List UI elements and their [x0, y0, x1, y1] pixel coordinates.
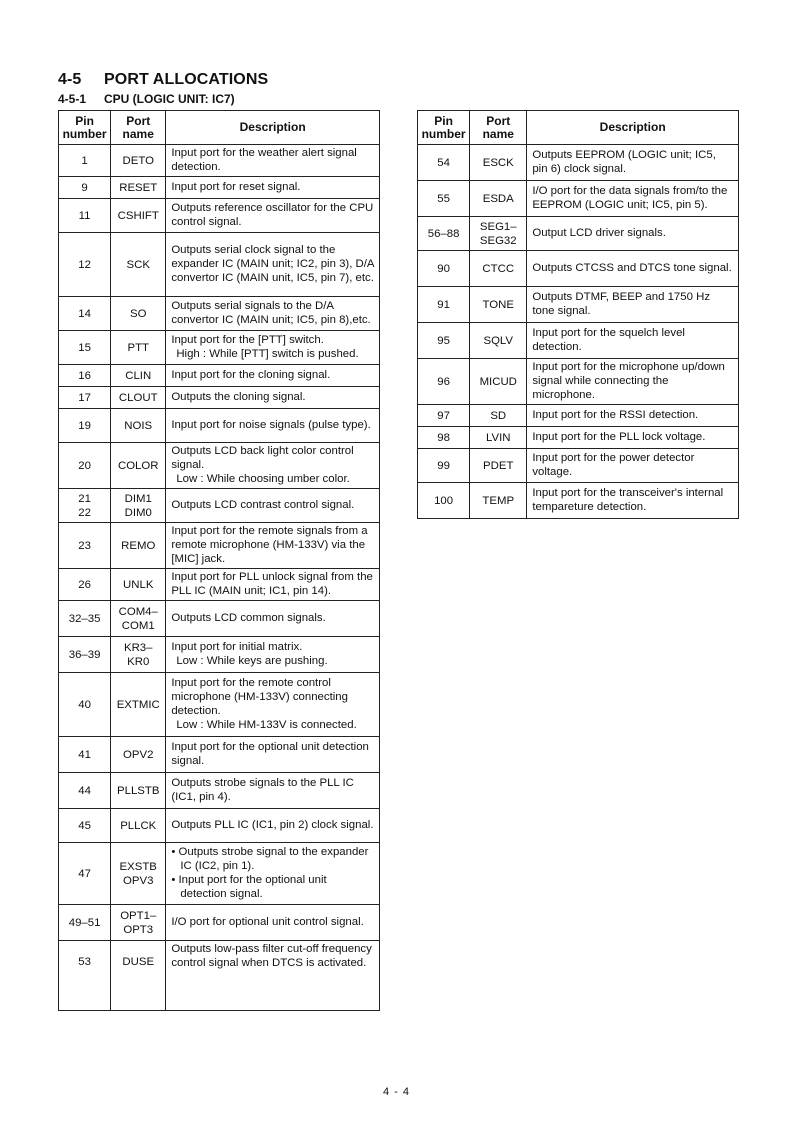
description-cell: Outputs EEPROM (LOGIC unit; IC5, pin 6) clock signal. — [527, 145, 739, 181]
port-name-cell: OPT1– OPT3 — [111, 905, 166, 941]
port-name-cell: COLOR — [111, 443, 166, 489]
subsection-heading — [58, 92, 235, 106]
description-cell: Outputs LCD contrast control signal. — [166, 489, 380, 523]
table-row — [418, 405, 739, 427]
description-cell: Input port for the [PTT] switch. High : While [PTT] switch is pushed. — [166, 331, 380, 365]
description-cell: I/O port for optional unit control signal. — [166, 905, 380, 941]
table-row — [59, 177, 380, 199]
pin-number-cell: 11 — [59, 199, 111, 233]
col-header-description: Description — [166, 111, 380, 145]
table-row — [418, 449, 739, 483]
description-cell: Input port for the weather alert signal detection. — [166, 145, 380, 177]
section-number: 4-5 — [58, 71, 82, 88]
table-row — [59, 409, 380, 443]
pin-number-cell: 45 — [59, 809, 111, 843]
table-row — [418, 323, 739, 359]
port-name-cell: ESDA — [470, 181, 527, 217]
pin-number-cell: 36–39 — [59, 637, 111, 673]
table-row — [418, 217, 739, 251]
table-row — [418, 251, 739, 287]
table-row — [59, 365, 380, 387]
pin-number-cell: 95 — [418, 323, 470, 359]
left-table-body — [59, 145, 380, 1011]
table-row — [59, 297, 380, 331]
pin-number-cell: 9 — [59, 177, 111, 199]
pin-number-cell: 1 — [59, 145, 111, 177]
description-cell: Input port for the microphone up/down signal while connecting the microphone. — [527, 359, 739, 405]
port-name-cell: EXTMIC — [111, 673, 166, 737]
col-header-port: Port name — [111, 111, 166, 145]
pin-number-cell: 21 22 — [59, 489, 111, 523]
col-header-pin: Pin number — [59, 111, 111, 145]
description-cell: Input port for PLL unlock signal from the PLL IC (MAIN unit; IC1, pin 14). — [166, 569, 380, 601]
port-name-cell: CLIN — [111, 365, 166, 387]
pin-number-cell: 100 — [418, 483, 470, 519]
port-name-cell: SD — [470, 405, 527, 427]
description-cell: Outputs LCD common signals. — [166, 601, 380, 637]
pin-number-cell: 16 — [59, 365, 111, 387]
table-row — [59, 523, 380, 569]
table-row — [59, 905, 380, 941]
description-cell: Outputs reference oscillator for the CPU control signal. — [166, 199, 380, 233]
pin-number-cell: 44 — [59, 773, 111, 809]
col-header-port: Port name — [470, 111, 527, 145]
col-header-description: Description — [527, 111, 739, 145]
pin-number-cell: 12 — [59, 233, 111, 297]
table-row — [59, 941, 380, 1011]
port-table-left — [58, 110, 380, 1011]
description-cell: Outputs strobe signals to the PLL IC (IC1, pin 4). — [166, 773, 380, 809]
description-cell: Input port for the transceiver's internal tempareture detection. — [527, 483, 739, 519]
port-name-cell: DETO — [111, 145, 166, 177]
table-row — [59, 843, 380, 905]
pin-number-cell: 19 — [59, 409, 111, 443]
table-row — [59, 673, 380, 737]
pin-number-cell: 97 — [418, 405, 470, 427]
port-name-cell: DUSE — [111, 941, 166, 1011]
description-cell: Input port for the cloning signal. — [166, 365, 380, 387]
table-row — [59, 331, 380, 365]
description-cell: Outputs the cloning signal. — [166, 387, 380, 409]
description-cell: Input port for the RSSI detection. — [527, 405, 739, 427]
port-name-cell: EXSTB OPV3 — [111, 843, 166, 905]
port-name-cell: TONE — [470, 287, 527, 323]
pin-number-cell: 56–88 — [418, 217, 470, 251]
port-name-cell: UNLK — [111, 569, 166, 601]
table-row — [418, 359, 739, 405]
port-name-cell: CLOUT — [111, 387, 166, 409]
description-cell: Outputs low-pass filter cut-off frequency control signal when DTCS is activated. — [166, 941, 380, 1011]
description-cell: I/O port for the data signals from/to the EEPROM (LOGIC unit; IC5, pin 5). — [527, 181, 739, 217]
pin-number-cell: 96 — [418, 359, 470, 405]
table-row — [59, 489, 380, 523]
description-cell: Input port for initial matrix. Low : While keys are pushing. — [166, 637, 380, 673]
port-name-cell: COM4– COM1 — [111, 601, 166, 637]
table-row — [59, 737, 380, 773]
port-name-cell: CSHIFT — [111, 199, 166, 233]
table-row — [59, 809, 380, 843]
subsection-number: 4-5-1 — [58, 92, 87, 106]
description-cell: Input port for the remote control microphone (HM-133V) connecting detection. Low : While HM-133V is connected. — [166, 673, 380, 737]
table-header-row — [59, 111, 380, 145]
pin-number-cell: 15 — [59, 331, 111, 365]
port-table-right — [417, 110, 739, 519]
pin-number-cell: 90 — [418, 251, 470, 287]
table-row — [59, 443, 380, 489]
pin-number-cell: 17 — [59, 387, 111, 409]
table-row — [418, 483, 739, 519]
port-name-cell: SCK — [111, 233, 166, 297]
port-name-cell: SO — [111, 297, 166, 331]
table-row — [418, 145, 739, 181]
table-row — [59, 145, 380, 177]
port-name-cell: REMO — [111, 523, 166, 569]
table-row — [418, 287, 739, 323]
pin-number-cell: 47 — [59, 843, 111, 905]
subsection-title: CPU (LOGIC UNIT: IC7) — [104, 92, 235, 106]
description-cell: • Outputs strobe signal to the expander IC (IC2, pin 1). • Input port for the optional unit detection signal. — [166, 843, 380, 905]
pin-number-cell: 41 — [59, 737, 111, 773]
section-title: PORT ALLOCATIONS — [104, 71, 269, 88]
description-cell: Input port for noise signals (pulse type). — [166, 409, 380, 443]
description-cell: Outputs DTMF, BEEP and 1750 Hz tone signal. — [527, 287, 739, 323]
port-name-cell: SQLV — [470, 323, 527, 359]
pin-number-cell: 99 — [418, 449, 470, 483]
port-name-cell: PDET — [470, 449, 527, 483]
table-row — [418, 181, 739, 217]
description-cell: Input port for the optional unit detection signal. — [166, 737, 380, 773]
port-name-cell: MICUD — [470, 359, 527, 405]
description-cell: Input port for the PLL lock voltage. — [527, 427, 739, 449]
table-row — [59, 233, 380, 297]
pin-number-cell: 53 — [59, 941, 111, 1011]
port-name-cell: RESET — [111, 177, 166, 199]
port-name-cell: CTCC — [470, 251, 527, 287]
pin-number-cell: 49–51 — [59, 905, 111, 941]
description-cell: Input port for the squelch level detection. — [527, 323, 739, 359]
port-name-cell: PTT — [111, 331, 166, 365]
port-name-cell: PLLCK — [111, 809, 166, 843]
right-table-body — [418, 145, 739, 519]
port-name-cell: PLLSTB — [111, 773, 166, 809]
port-name-cell: ESCK — [470, 145, 527, 181]
description-cell: Outputs serial signals to the D/A convertor IC (MAIN unit; IC5, pin 8),etc. — [166, 297, 380, 331]
port-name-cell: LVIN — [470, 427, 527, 449]
port-name-cell: SEG1– SEG32 — [470, 217, 527, 251]
pin-number-cell: 55 — [418, 181, 470, 217]
table-row — [59, 773, 380, 809]
section-heading — [58, 71, 268, 89]
table-header-row — [418, 111, 739, 145]
port-name-cell: TEMP — [470, 483, 527, 519]
description-cell: Input port for the power detector voltage. — [527, 449, 739, 483]
pin-number-cell: 23 — [59, 523, 111, 569]
pin-number-cell: 20 — [59, 443, 111, 489]
port-name-cell: DIM1 DIM0 — [111, 489, 166, 523]
table-row — [59, 387, 380, 409]
description-cell: Outputs LCD back light color control signal. Low : While choosing umber color. — [166, 443, 380, 489]
pin-number-cell: 54 — [418, 145, 470, 181]
pin-number-cell: 91 — [418, 287, 470, 323]
description-cell: Input port for reset signal. — [166, 177, 380, 199]
table-row — [418, 427, 739, 449]
description-cell: Output LCD driver signals. — [527, 217, 739, 251]
col-header-pin: Pin number — [418, 111, 470, 145]
description-cell: Input port for the remote signals from a remote microphone (HM-133V) via the [MIC] jack. — [166, 523, 380, 569]
description-cell: Outputs PLL IC (IC1, pin 2) clock signal. — [166, 809, 380, 843]
description-cell: Outputs serial clock signal to the expander IC (MAIN unit; IC2, pin 3), D/A convertor IC (MAIN unit, IC5, pin 7), etc. — [166, 233, 380, 297]
pin-number-cell: 26 — [59, 569, 111, 601]
table-row — [59, 637, 380, 673]
port-name-cell: NOIS — [111, 409, 166, 443]
pin-number-cell: 98 — [418, 427, 470, 449]
table-row — [59, 199, 380, 233]
table-row — [59, 569, 380, 601]
port-name-cell: OPV2 — [111, 737, 166, 773]
table-row — [59, 601, 380, 637]
pin-number-cell: 32–35 — [59, 601, 111, 637]
page-number: 4 - 4 — [382, 1086, 410, 1098]
port-name-cell: KR3– KR0 — [111, 637, 166, 673]
pin-number-cell: 40 — [59, 673, 111, 737]
description-cell: Outputs CTCSS and DTCS tone signal. — [527, 251, 739, 287]
pin-number-cell: 14 — [59, 297, 111, 331]
